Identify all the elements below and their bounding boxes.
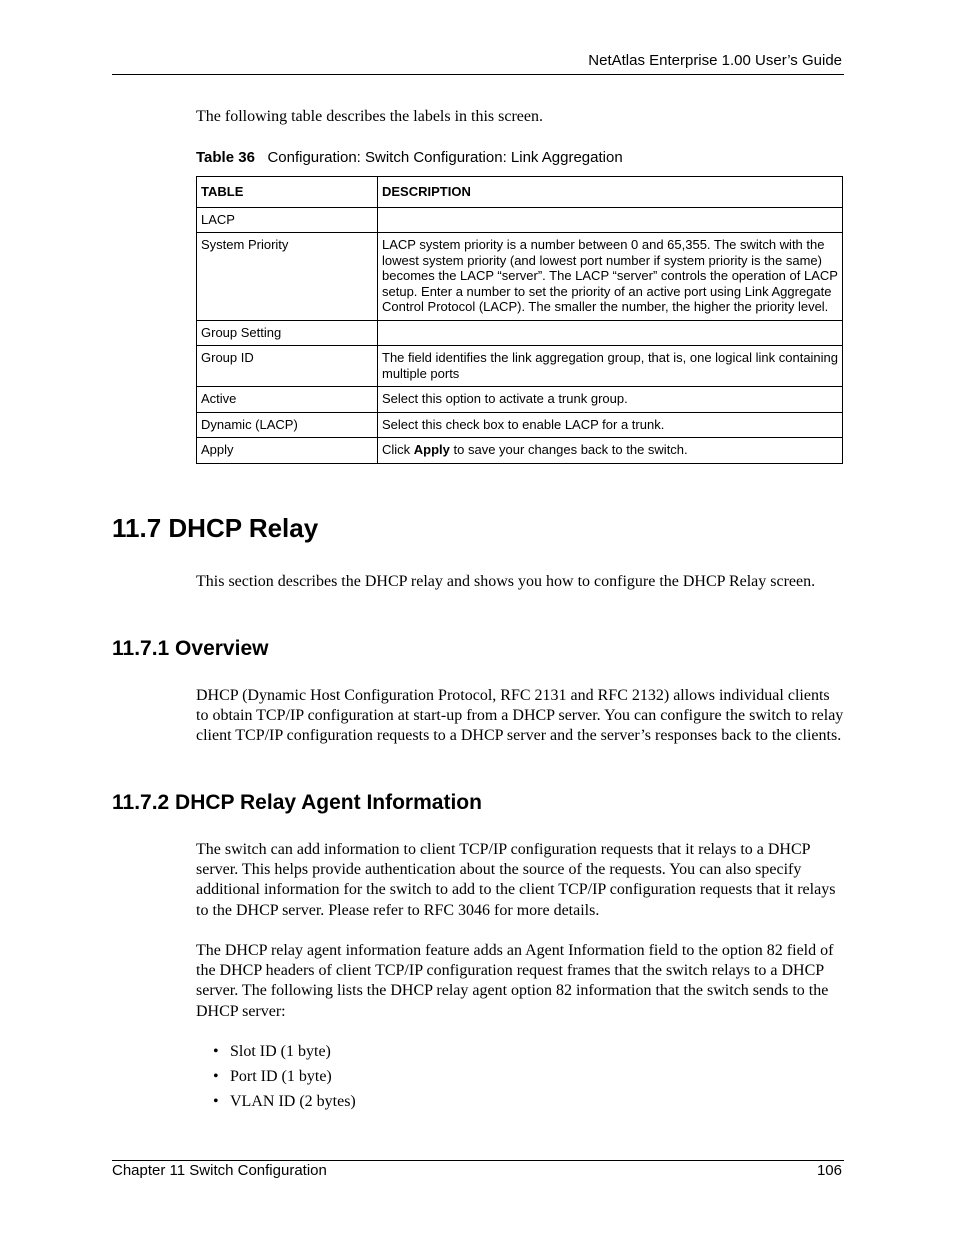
description-bold: Apply <box>413 442 450 457</box>
agent-info-heading: 11.7.2 DHCP Relay Agent Information <box>112 791 482 814</box>
table-caption-text: Configuration: Switch Configuration: Link Aggregation <box>267 149 623 166</box>
row-description: Select this option to activate a trunk group. <box>378 387 843 413</box>
list-item <box>196 1067 356 1092</box>
list-item-text: Port ID (1 byte) <box>230 1068 332 1085</box>
option82-list <box>196 1042 356 1117</box>
header-rule <box>112 74 844 75</box>
label-description-table <box>196 176 843 464</box>
row-label: LACP <box>197 207 378 233</box>
row-description: Select this check box to enable LACP for a trunk. <box>378 412 843 438</box>
table-row <box>197 412 843 438</box>
list-item <box>196 1092 356 1117</box>
row-label: Group Setting <box>197 320 378 346</box>
table-row <box>197 207 843 233</box>
running-header-title: NetAtlas Enterprise 1.00 User’s Guide <box>588 52 842 69</box>
list-item-text: Slot ID (1 byte) <box>230 1043 331 1060</box>
list-item-text: VLAN ID (2 bytes) <box>230 1093 356 1110</box>
table-caption <box>196 149 623 166</box>
row-label: Apply <box>197 438 378 464</box>
overview-heading: 11.7.1 Overview <box>112 637 269 660</box>
bullet-icon: • <box>213 1068 219 1085</box>
row-description: LACP system priority is a number between 0 and 65,355. The switch with the lowest system priority (and lowest port number if system priority is the same) becomes the LACP “server”. The LACP “server” controls the operation of LACP setup. Enter a number to set the priority of an active port using Link Aggregate Control Protocol (LACP). The smaller the number, the higher the priority level. <box>378 233 843 321</box>
table-row <box>197 438 843 464</box>
description-pre: Click <box>382 442 414 457</box>
table-header-label: TABLE <box>197 177 378 208</box>
footer-page-number: 106 <box>816 1162 842 1179</box>
row-description: The field identifies the link aggregation group, that is, one logical link containing multiple ports <box>378 346 843 387</box>
table-header-row <box>197 177 843 208</box>
overview-paragraph: DHCP (Dynamic Host Configuration Protocol, RFC 2131 and RFC 2132) allows individual clients to obtain TCP/IP configuration at start-up from a DHCP server. You can configure the switch to relay client TCP/IP configuration requests to a DHCP server and the server’s responses back to the clients. <box>196 687 844 745</box>
agent-info-paragraph-2: The DHCP relay agent information feature adds an Agent Information field to the option 82 field of the DHCP headers of client TCP/IP configuration request frames that the switch relays to a DHCP server. The following lists the DHCP relay agent option 82 information that the switch sends to the DHCP server: <box>196 942 834 1020</box>
footer-chapter: Chapter 11 Switch Configuration <box>112 1162 327 1179</box>
table-row <box>197 387 843 413</box>
row-description <box>378 438 843 464</box>
row-label: System Priority <box>197 233 378 321</box>
row-description <box>378 320 843 346</box>
footer-rule <box>112 1160 844 1161</box>
table-row <box>197 320 843 346</box>
bullet-icon: • <box>213 1043 219 1060</box>
row-label: Active <box>197 387 378 413</box>
table-row <box>197 346 843 387</box>
row-description <box>378 207 843 233</box>
section-heading: 11.7 DHCP Relay <box>112 513 319 543</box>
description-post: to save your changes back to the switch. <box>449 442 688 457</box>
row-label: Dynamic (LACP) <box>197 412 378 438</box>
row-label: Group ID <box>197 346 378 387</box>
table-caption-label: Table 36 <box>196 149 255 166</box>
table-row <box>197 233 843 321</box>
list-item <box>196 1042 356 1067</box>
agent-info-paragraph-1: The switch can add information to client TCP/IP configuration requests that it relays to a DHCP server. This helps provide authentication about the source of the requests. You can also specify additional information for the switch to add to the client TCP/IP configuration requests that it relays to the DHCP server. Please refer to RFC 3046 for more details. <box>196 841 836 919</box>
section-intro: This section describes the DHCP relay and shows you how to configure the DHCP Relay screen. <box>196 573 816 590</box>
table-header-description: DESCRIPTION <box>378 177 843 208</box>
bullet-icon: • <box>213 1093 219 1110</box>
table-intro-text: The following table describes the labels in this screen. <box>196 108 544 125</box>
